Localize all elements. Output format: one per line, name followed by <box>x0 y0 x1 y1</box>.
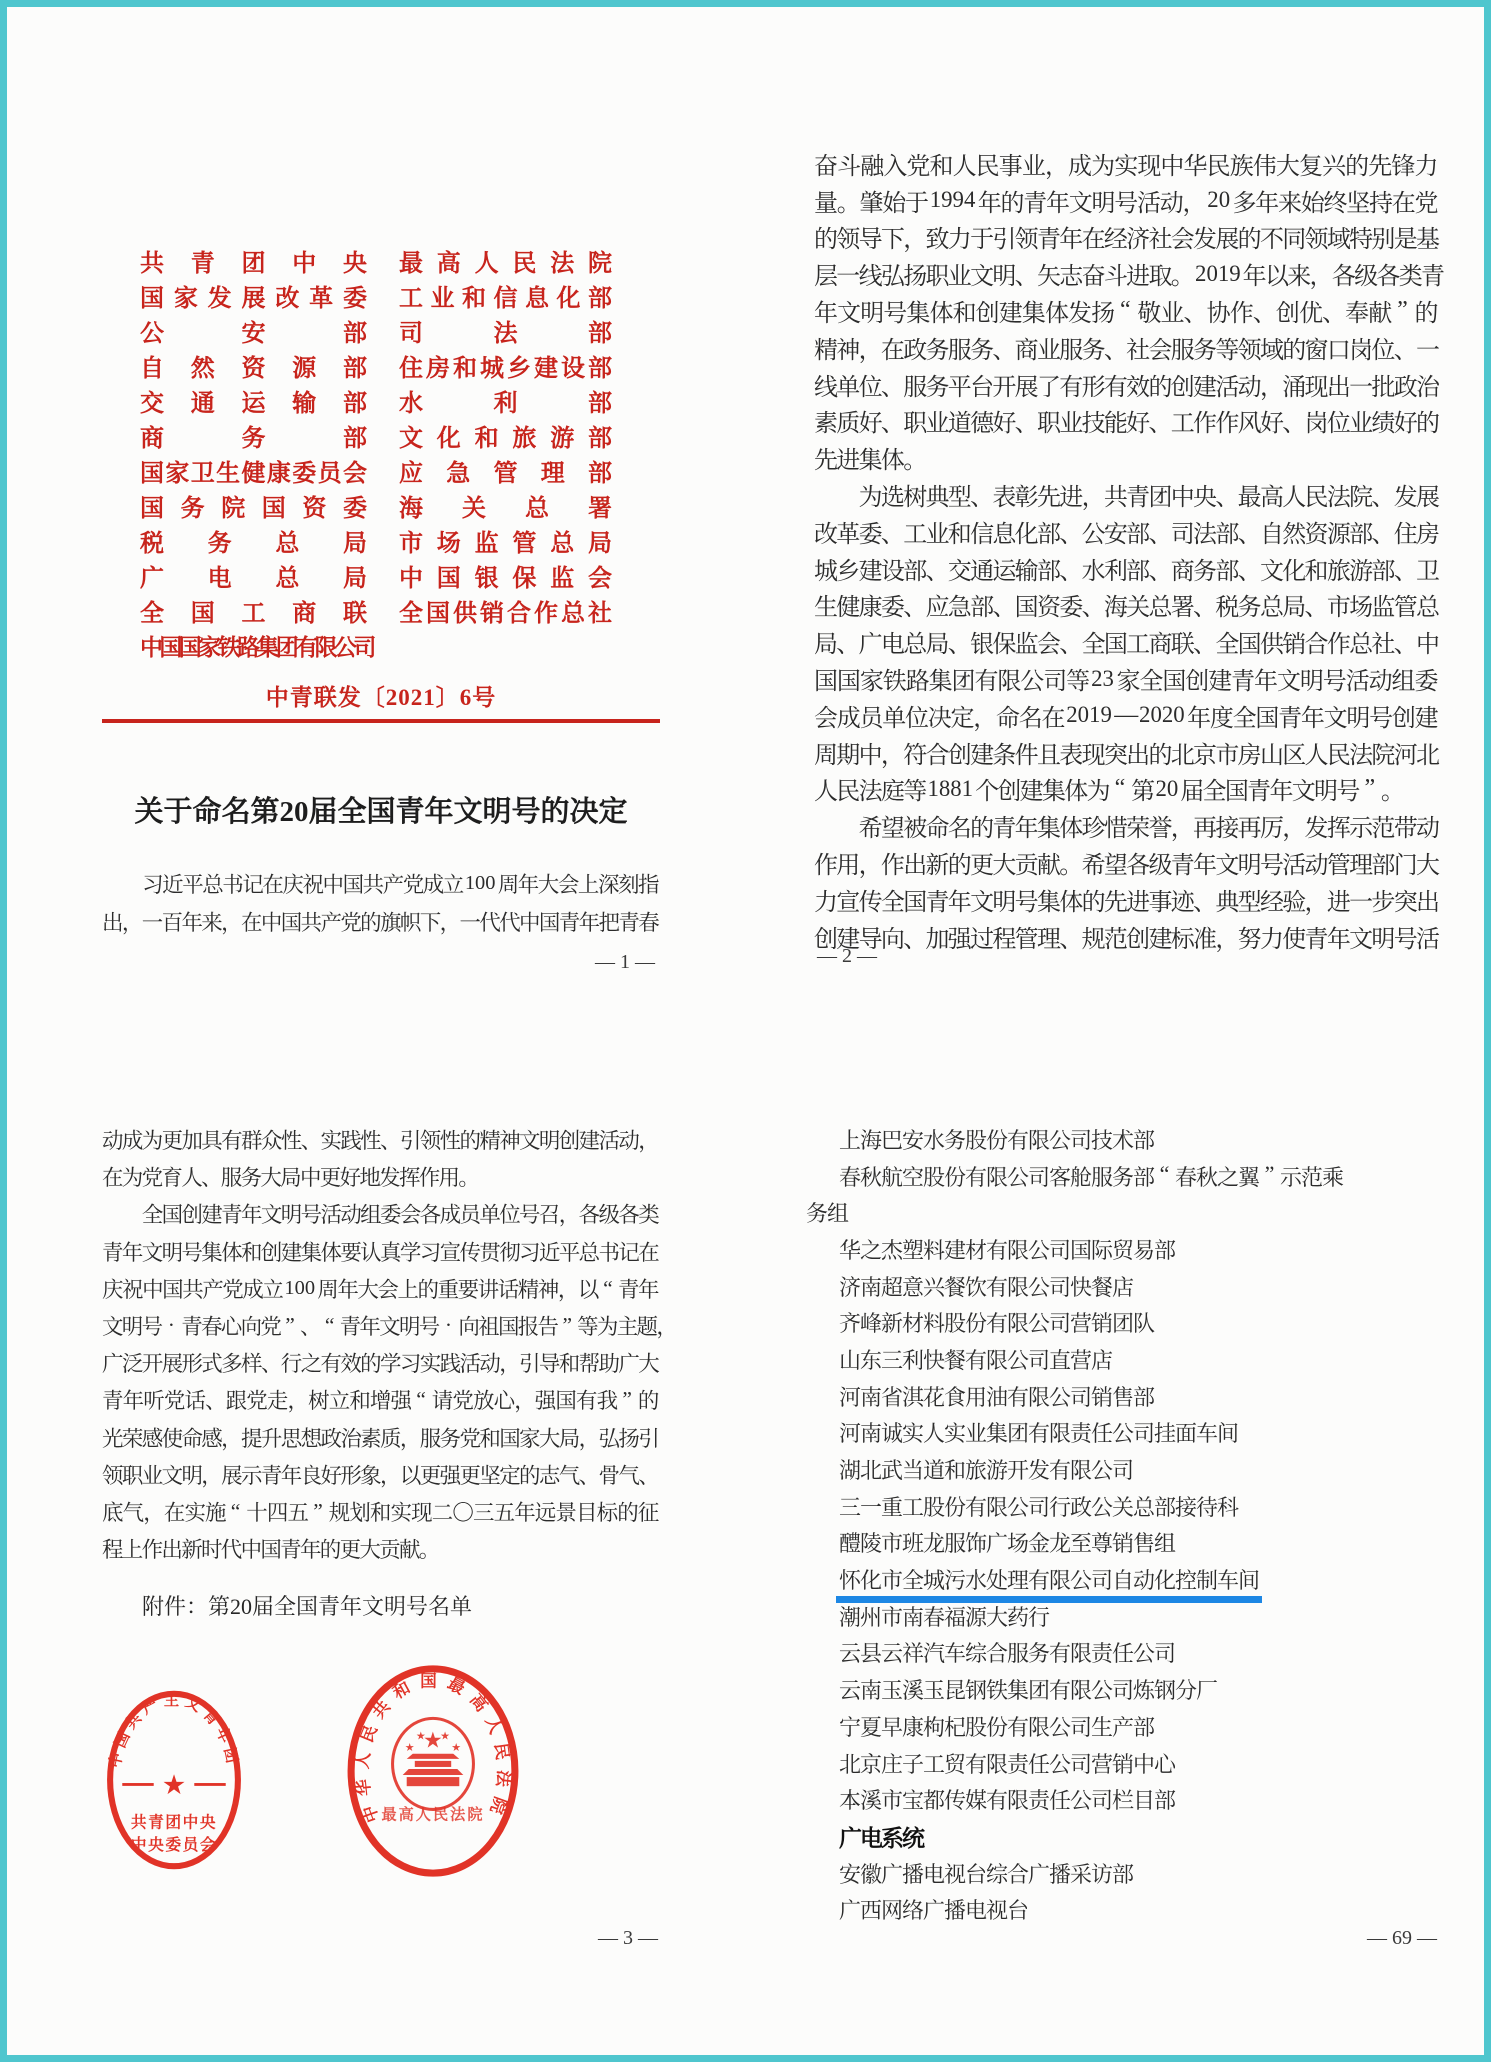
issuer-row <box>140 243 612 278</box>
list-item: 潮 州 市 南 春 福 源 大 药 行 <box>839 1604 1051 1630</box>
issuer-name: 全 国 供 销 合 作 总 社 <box>399 601 612 627</box>
national-emblem-icon <box>393 1718 474 1809</box>
issuer-name: 文 化 和 旅 游 部 <box>399 426 612 452</box>
seal-line1: 共青团中央 <box>130 1814 218 1832</box>
text-line: 力 宣 传 全 国 青 年 文 明 号 集 体 的 先 进 事 迹 、 典 型 经 验 ， 进 一 步 突 出 <box>814 889 1441 916</box>
text-line: 习 近 平 总 书 记 在 庆 祝 中 国 共 产 党 成 立 100 周 年 大 会 上 深 刻 指 <box>142 872 660 898</box>
svg-text:★: ★ <box>404 1741 415 1754</box>
text-line: 出 ， 一 百 年 来 ， 在 中 国 共 产 党 的 旗 帜 下 ， 一 代 代 中 国 青 年 把 青 春 <box>102 910 660 935</box>
list-item: 安 徽 广 播 电 视 台 综 合 广 播 采 访 部 <box>839 1861 1135 1887</box>
list-item: 广 西 网 络 广 播 电 视 台 <box>839 1898 1030 1924</box>
issuer-name: 公 安 部 <box>140 321 367 347</box>
text-line: 青 年 文 明 号 集 体 和 创 建 集 体 要 认 真 学 习 宣 传 贯 彻 习 近 平 总 书 记 在 <box>102 1240 660 1265</box>
text-line: 会 成 员 单 位 决 定 ， 命 名 在 2019 — 2020 年 度 全 国 青 年 文 明 号 创 建 <box>814 701 1439 732</box>
list-item: 河 南 诚 实 人 实 业 集 团 有 限 责 任 公 司 挂 面 车 间 <box>839 1421 1240 1447</box>
issuer-name: 最 高 人 民 法 院 <box>399 251 612 277</box>
issuer-name: 税 务 总 局 <box>140 531 367 557</box>
list-item: 北 京 庄 子 工 贸 有 限 责 任 公 司 营 销 中 心 <box>839 1751 1177 1777</box>
page2-page-number: — 2 — <box>817 945 877 967</box>
issuer-row <box>140 383 612 418</box>
text-line: 层 一 线 弘 扬 职 业 文 明 、 矢 志 奋 斗 进 取 。 2019 年 以 来 ， 各 级 各 类 青 <box>814 260 1446 291</box>
issuer-name: 自 然 资 源 部 <box>140 356 367 382</box>
page3-page-number: — 3 — <box>598 1927 658 1949</box>
issuer-row <box>140 558 612 593</box>
supreme-court-seal <box>343 1659 523 1883</box>
issuer-name: 司 法 部 <box>399 321 612 347</box>
svg-text:★: ★ <box>415 1730 426 1743</box>
youth-league-seal <box>103 1685 245 1875</box>
issuer-row <box>140 523 612 558</box>
text-line: 素 质 好 、 职 业 道 德 好 、 职 业 技 能 好 、 工 作 作 风 好 、 岗 位 业 绩 好 的 <box>814 411 1441 438</box>
list-item: 宁 夏 早 康 枸 杞 股 份 有 限 公 司 生 产 部 <box>839 1714 1156 1740</box>
list-item: 务 组 <box>806 1201 850 1227</box>
text-line: 广 泛 开 展 形 式 多 样 、 行 之 有 效 的 学 习 实 践 活 动 ， 引 导 和 帮 助 广 大 <box>102 1352 660 1377</box>
text-line: 奋 斗 融 入 党 和 人 民 事 业 ， 成 为 实 现 中 华 民 族 伟 大 复 兴 的 先 锋 力 <box>814 153 1439 180</box>
list-item: 醴 陵 市 班 龙 服 饰 广 场 金 龙 至 尊 销 售 组 <box>839 1531 1177 1557</box>
issuer-name: 住 房 和 城 乡 建 设 部 <box>399 356 612 382</box>
issuer-row <box>140 313 612 348</box>
list-item: 齐 峰 新 材 料 股 份 有 限 公 司 营 销 团 队 <box>839 1311 1156 1337</box>
issuer-name: 交 通 运 输 部 <box>140 391 367 417</box>
issuer-single: 中国国家铁路集团有限公司 <box>140 635 373 660</box>
issuer-name: 应 急 管 理 部 <box>399 461 612 487</box>
list-item: 山 东 三 利 快 餐 有 限 公 司 直 营 店 <box>839 1347 1114 1373</box>
list-item: 湖 北 武 当 道 和 旅 游 开 发 有 限 公 司 <box>839 1458 1135 1484</box>
text-line: 国 国 家 铁 路 集 团 有 限 公 司 等 23 家 全 国 创 建 青 年 文 明 号 活 动 组 委 <box>814 665 1439 696</box>
issuer-row <box>140 418 612 453</box>
list-item: 三 一 重 工 股 份 有 限 公 司 行 政 公 关 总 部 接 待 科 <box>839 1494 1240 1520</box>
text-line: 程 上 作 出 新 时 代 中 国 青 年 的 更 大 贡 献 。 <box>102 1538 441 1563</box>
list-item: 春 秋 航 空 股 份 有 限 公 司 客 舱 服 务 部 “ 春 秋 之 翼 ” 示 范 乘 <box>839 1160 1345 1190</box>
seal-arc-text: 中华人民共和国最高人民法院 <box>352 1671 514 1825</box>
seal-arc-text: 中国共产主义青年团 <box>106 1691 242 1770</box>
text-line: 底 气 ， 在 实 施 “ 十 四 五 ” 规 划 和 实 现 二 〇 三 五 年 远 景 目 标 的 征 <box>102 1498 660 1525</box>
list-item: 河 南 省 淇 花 食 用 油 有 限 公 司 销 售 部 <box>839 1384 1156 1410</box>
text-line: 局 、 广 电 总 局 、 银 保 监 会 、 全 国 工 商 联 、 全 国 供 销 合 作 总 社 、 中 <box>814 632 1441 659</box>
issuer-name: 国 家 发 展 改 革 委 <box>140 286 367 312</box>
page1-body-text <box>102 865 658 940</box>
text-line: 量 。 肇 始 于 1994 年 的 青 年 文 明 号 活 动 ， 20 多 年 来 始 终 坚 持 在 党 <box>814 187 1439 217</box>
issuer-list <box>140 243 612 628</box>
list-item: 济 南 超 意 兴 餐 饮 有 限 公 司 快 餐 店 <box>839 1274 1135 1300</box>
text-line: 全 国 创 建 青 年 文 明 号 活 动 组 委 会 各 成 员 单 位 号 召 ， 各 级 各 类 <box>141 1203 660 1228</box>
list-item: 华 之 杰 塑 料 建 材 有 限 公 司 国 际 贸 易 部 <box>839 1237 1177 1263</box>
text-line: 在 为 党 育 人 、 服 务 大 局 中 更 好 地 发 挥 作 用 。 <box>102 1166 480 1191</box>
issuer-row <box>140 593 612 628</box>
attachment-note: 附件：第20届全国青年文明号名单 <box>142 1594 473 1619</box>
svg-text:★: ★ <box>451 1741 462 1754</box>
list-item: 本 溪 市 宝 都 传 媒 有 限 责 任 公 司 栏 目 部 <box>839 1788 1177 1814</box>
text-line: 线 单 位 、 服 务 平 台 开 展 了 有 形 有 效 的 创 建 活 动 ， 涌 现 出 一 批 政 治 <box>814 374 1441 401</box>
text-line: 人 民 法 庭 等 1881 个 创 建 集 体 为 “ 第 20 届 全 国 青 年 文 明 号 ” 。 <box>814 775 1405 806</box>
seal-line2: 中央委员会 <box>130 1836 218 1854</box>
page2-body-text <box>814 145 1446 955</box>
issuer-name: 海 关 总 署 <box>399 496 612 522</box>
text-line: 庆 祝 中 国 共 产 党 成 立 100 周 年 大 会 上 的 重 要 讲 话 精 神 ， 以 “ 青 年 <box>102 1275 660 1302</box>
text-line: 改 革 委 、 工 业 和 信 息 化 部 、 公 安 部 、 司 法 部 、 自 然 资 源 部 、 住 房 <box>814 521 1441 548</box>
issuer-row <box>140 348 612 383</box>
text-line: 年 文 明 号 集 体 和 创 建 集 体 发 扬 “ 敬 业 、 协 作 、 创 优 、 奉 献 ” 的 <box>814 297 1439 328</box>
page69-page-number: — 69 — <box>1367 1927 1437 1949</box>
issuer-name: 中 国 银 保 监 会 <box>399 566 612 592</box>
star-icon: ★ <box>161 1770 187 1802</box>
text-line: 创 建 导 向 、 加 强 过 程 管 理 、 规 范 创 建 标 准 ， 努 力 使 青 年 文 明 号 活 <box>814 926 1441 953</box>
text-line: 希 望 被 命 名 的 青 年 集 体 珍 惜 荣 誉 ， 再 接 再 厉 ， 发 挥 示 范 带 动 <box>858 816 1441 843</box>
text-line: 城 乡 建 设 部 、 交 通 运 输 部 、 水 利 部 、 商 务 部 、 文 化 和 旅 游 部 、 卫 <box>814 558 1441 585</box>
list-section-header: 广 电 系 统 <box>839 1824 925 1851</box>
list-item: 云 县 云 祥 汽 车 综 合 服 务 有 限 责 任 公 司 <box>839 1641 1177 1667</box>
text-line: 先 进 集 体 。 <box>814 448 928 475</box>
document-title: 关于命名第20届全国青年文明号的决定 <box>134 796 628 828</box>
text-line: 的 领 导 下 ， 致 力 于 引 领 青 年 在 经 济 社 会 发 展 的 不 同 领 域 特 别 是 基 <box>814 227 1441 254</box>
honor-list <box>806 1121 1451 1928</box>
issuer-name: 国 务 院 国 资 委 <box>140 496 367 522</box>
svg-text:★: ★ <box>423 1727 443 1753</box>
text-line: 作 用 ， 作 出 新 的 更 大 贡 献 。 希 望 各 级 青 年 文 明 号 活 动 管 理 部 门 大 <box>814 853 1441 880</box>
highlighted-list-entry: 怀 化 市 全 城 污 水 处 理 有 限 公 司 自 动 化 控 制 车 间 <box>806 1561 1451 1598</box>
text-line: 领 职 业 文 明 ， 展 示 青 年 良 好 形 象 ， 以 更 强 更 坚 定 的 志 气 、 骨 气 、 <box>102 1463 660 1488</box>
text-line: 精 神 ， 在 政 务 服 务 、 商 业 服 务 、 社 会 服 务 等 领 域 的 窗 口 岗 位 、 一 <box>814 337 1441 364</box>
text-line: 生 健 康 委 、 应 急 部 、 国 资 委 、 海 关 总 署 、 税 务 总 局 、 市 场 监 管 总 <box>814 595 1441 622</box>
seal-inner-text: 最高人民法院 <box>381 1806 485 1824</box>
page1-page-number: — 1 — <box>595 951 655 973</box>
svg-text:中国共产主义青年团 <box>107 1691 243 1770</box>
issuer-row <box>140 453 612 488</box>
text-line: 光 荣 感 使 命 感 ， 提 升 思 想 政 治 素 质 ， 服 务 党 和 国 家 大 局 ， 弘 扬 引 <box>102 1426 660 1451</box>
issuer-row <box>140 278 612 313</box>
issuer-name: 市 场 监 管 总 局 <box>399 531 612 557</box>
text-line: 为 选 树 典 型 、 表 彰 先 进 ， 共 青 团 中 央 、 最 高 人 民 法 院 、 发 展 <box>858 485 1441 512</box>
text-line: 文 明 号 · 青 春 心 向 党 ” 、 “ 青 年 文 明 号 · 向 祖 国 报 告 ” 等 为 主 题 ， <box>102 1313 678 1340</box>
page3-body-text <box>102 1121 678 1567</box>
text-line: 动 成 为 更 加 具 有 群 众 性 、 实 践 性 、 引 领 性 的 精 神 文 明 创 建 活 动 ， <box>102 1129 660 1154</box>
text-line: 青 年 听 党 话 、 跟 党 走 ， 树 立 和 增 强 “ 请 党 放 心 ， 强 国 有 我 ” 的 <box>102 1387 660 1414</box>
issuer-name: 水 利 部 <box>399 391 612 417</box>
issuer-name: 共 青 团 中 央 <box>140 251 367 277</box>
issuer-name: 广 电 总 局 <box>140 566 367 592</box>
document-number: 中青联发〔2021〕6号 <box>265 685 497 710</box>
list-item: 上 海 巴 安 水 务 股 份 有 限 公 司 技 术 部 <box>839 1127 1156 1153</box>
issuer-name: 商 务 部 <box>140 426 367 452</box>
issuer-name: 工 业 和 信 息 化 部 <box>399 286 612 312</box>
text-line: 周 期 中 ， 符 合 创 建 条 件 且 表 现 突 出 的 北 京 市 房 山 区 人 民 法 院 河 北 <box>814 742 1441 769</box>
red-separator-rule <box>102 719 660 723</box>
issuer-row <box>140 488 612 523</box>
issuer-name: 国 家 卫 生 健 康 委 员 会 <box>140 461 367 487</box>
issuer-name: 全 国 工 商 联 <box>140 601 367 627</box>
svg-text:★: ★ <box>440 1730 451 1743</box>
list-item: 云 南 玉 溪 玉 昆 钢 铁 集 团 有 限 公 司 炼 钢 分 厂 <box>839 1678 1219 1704</box>
